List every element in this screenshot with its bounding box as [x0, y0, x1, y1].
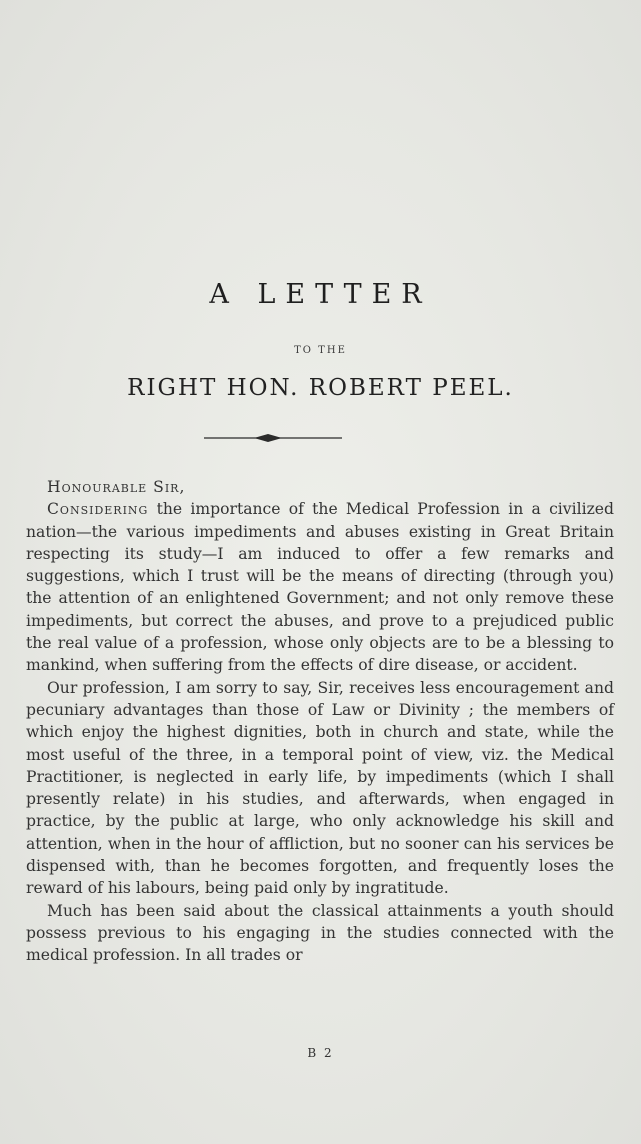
- salutation: Honourable Sir,: [47, 478, 186, 496]
- letter-body: [26, 476, 614, 967]
- ornament-rule-icon: [202, 432, 344, 444]
- paragraph-2: Our profession, I am sorry to say, Sir, receives less encouragement and pecuniary advantages than those of Law or Divinity ; the members of which enjoy the highest dignities, both in church and state, while the most useful of the three, in a temporal point of view, viz. the Medical Practitioner, is neglected in early life, by impediments (which I shall presently relate) in his studies, and afterwards, when engaged in practice, by the public at large, who only acknowledge his skill and attention, when in the hour of affliction, but no sooner can his services be dispensed with, than he becomes forgotten, and frequently loses the reward of his labours, being paid only by ingratitude.: [26, 678, 614, 898]
- paragraph-1-text: the importance of the Medical Profession in a civilized nation—the various impediments and abuses existing in Great Britain respecting its study—I am induced to offer a few remarks and suggestions, which I trust will be the means of directing (through you) the attention of an enlightened Government; and not only remove these impediments, but correct the abuses, and prove to a prejudiced public the real value of a profession, whose only objects are to be a blessing to mankind, when suffering from the effects of dire disease, or accident.: [26, 500, 614, 675]
- paragraph-1-lead: Considering: [47, 500, 149, 519]
- title-recipient: RIGHT HON. ROBERT PEEL.: [127, 375, 514, 401]
- signature-mark: B 2: [307, 1046, 334, 1060]
- title-to-the: TO THE: [294, 345, 347, 356]
- title-a-letter: A LETTER: [209, 279, 432, 310]
- paragraph-1: [26, 498, 614, 676]
- paragraph-3: Much has been said about the classical attainments a youth should possess previous to his engaging in the studies connected with the medical profession. In all trades or: [26, 901, 614, 965]
